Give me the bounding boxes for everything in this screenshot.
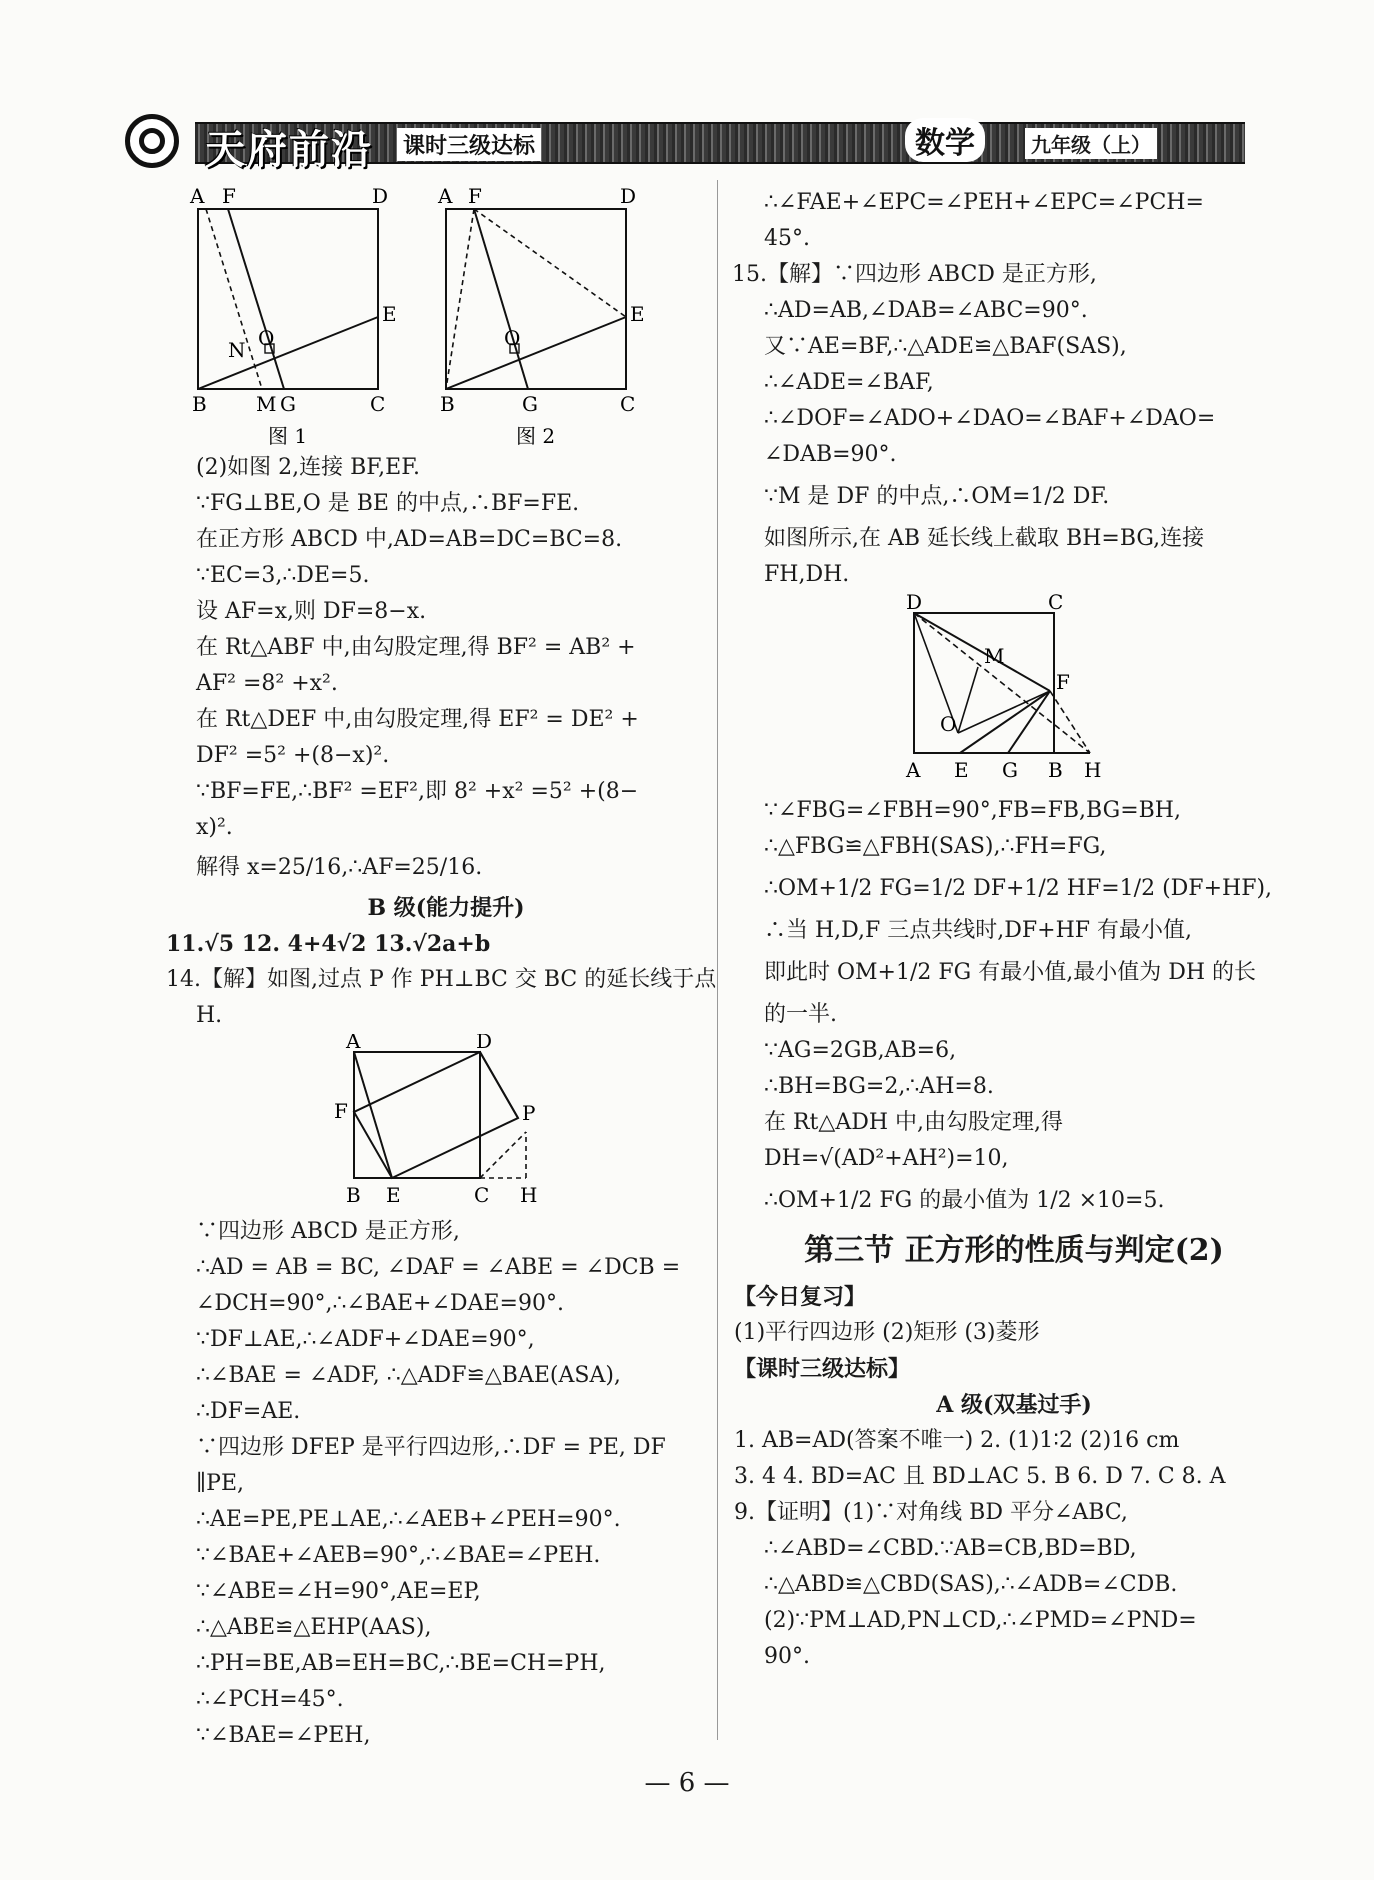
- fig14-label-d: D: [476, 1034, 493, 1053]
- text-line: x)².: [196, 815, 233, 840]
- text-line: H.: [196, 1003, 223, 1028]
- fig2-label-a: A: [438, 185, 453, 208]
- fig1-label-d: D: [372, 185, 389, 208]
- fig2-label-o: O: [504, 326, 521, 350]
- text-line: ∠DAB=90°.: [764, 442, 897, 467]
- fig1-label-o: O: [258, 326, 275, 350]
- text-line: ∵∠BAE=∠PEH,: [196, 1723, 371, 1748]
- fig14-label-b: B: [346, 1183, 361, 1207]
- text-line: 解得 x=25/16,∴AF=25/16.: [196, 855, 483, 880]
- text-line: ∵EC=3,∴DE=5.: [196, 563, 370, 588]
- figures-1-2: [176, 185, 676, 450]
- text-line: ∴OM+1/2 FG 的最小值为 1/2 ×10=5.: [764, 1188, 1165, 1213]
- fig2-label-e: E: [630, 302, 645, 326]
- fig15-label-b: B: [1048, 758, 1063, 782]
- fig15-label-d: D: [906, 593, 923, 614]
- fig2-label-f: F: [468, 185, 482, 208]
- text-line: ∥PE,: [196, 1471, 245, 1496]
- section-title: 第三节 正方形的性质与判定(2): [804, 1233, 1224, 1268]
- target-logo-icon: [125, 114, 179, 168]
- fig1-caption: 图 1: [268, 424, 308, 448]
- fig2-label-d: D: [620, 185, 637, 208]
- fig15-label-f: F: [1056, 670, 1070, 694]
- text-line: 14.【解】如图,过点 P 作 PH⊥BC 交 BC 的延长线于点: [166, 967, 717, 992]
- brand-title: 天府前沿: [205, 127, 373, 173]
- fig15-label-e: E: [954, 758, 969, 782]
- text-line: ∵∠FBG=∠FBH=90°,FB=FB,BG=BH,: [764, 798, 1181, 823]
- review-answers: (1)平行四边形 (2)矩形 (3)菱形: [734, 1320, 1040, 1345]
- fig1-label-f: F: [222, 185, 236, 208]
- fig1-label-c: C: [370, 392, 386, 416]
- fig1-label-g: G: [280, 392, 296, 416]
- fig15-label-g: G: [1002, 758, 1018, 782]
- fig15-label-a: A: [906, 758, 921, 782]
- fig2-caption: 图 2: [516, 424, 556, 448]
- text-line: AF² =8² +x².: [196, 671, 338, 696]
- fig14-label-f: F: [334, 1099, 348, 1123]
- fig14-label-p: P: [522, 1101, 536, 1125]
- text-line: ∴∠PCH=45°.: [196, 1687, 344, 1712]
- text-line: 又∵AE=BF,∴△ADE≌△BAF(SAS),: [764, 334, 1127, 359]
- text-line: ∴∠BAE = ∠ADF, ∴△ADF≌△BAE(ASA),: [196, 1363, 621, 1388]
- text-line: 90°.: [764, 1644, 810, 1669]
- text-line: ∵DF⊥AE,∴∠ADF+∠DAE=90°,: [196, 1327, 535, 1352]
- fig15-label-m: M: [984, 644, 1005, 668]
- left-column: [166, 185, 717, 1754]
- fig1-square: [198, 209, 378, 389]
- figure-problem-15: [764, 593, 1264, 793]
- fig15-label-o: O: [940, 712, 957, 736]
- text-line: ∴BH=BG=2,∴AH=8.: [764, 1074, 994, 1099]
- text-line: ∴DF=AE.: [196, 1399, 301, 1424]
- fig15-label-h: H: [1084, 758, 1102, 782]
- text-line: ∴AE=PE,PE⊥AE,∴∠AEB+∠PEH=90°.: [196, 1507, 621, 1532]
- text-line: ∴OM+1/2 FG=1/2 DF+1/2 HF=1/2 (DF+HF),: [764, 876, 1273, 901]
- text-line: ∠DCH=90°,∴∠BAE+∠DAE=90°.: [196, 1291, 564, 1316]
- review-heading: 【今日复习】: [734, 1284, 867, 1310]
- text-line: ∴当 H,D,F 三点共线时,DF+HF 有最小值,: [764, 918, 1193, 943]
- fig14-label-h: H: [520, 1183, 538, 1207]
- text-line: ∴∠DOF=∠ADO+∠DAO=∠BAF+∠DAO=: [764, 406, 1216, 431]
- text-line: ∴∠FAE+∠EPC=∠PEH+∠EPC=∠PCH=: [764, 190, 1204, 215]
- text-line: 在 Rt△ABF 中,由勾股定理,得 BF² = AB² +: [196, 635, 636, 660]
- text-line: ∴AD=AB,∠DAB=∠ABC=90°.: [764, 298, 1088, 323]
- text-line: (2)∵PM⊥AD,PN⊥CD,∴∠PMD=∠PND=: [764, 1608, 1197, 1633]
- fig1-label-a: A: [190, 185, 205, 208]
- text-line: ∴PH=BE,AB=EH=BC,∴BE=CH=PH,: [196, 1651, 606, 1676]
- fig1-label-b: B: [192, 392, 207, 416]
- subject-badge: 数学: [905, 118, 985, 162]
- text-line: ∴△FBG≌△FBH(SAS),∴FH=FG,: [764, 834, 1107, 859]
- text-line: ∴△ABE≌△EHP(AAS),: [196, 1615, 432, 1640]
- text-line: ∵∠BAE+∠AEB=90°,∴∠BAE=∠PEH.: [196, 1543, 601, 1568]
- fig1-label-m: M: [256, 392, 277, 416]
- fig14-label-e: E: [386, 1183, 401, 1207]
- text-line: 在 Rt△DEF 中,由勾股定理,得 EF² = DE² +: [196, 707, 639, 732]
- answer-line: 1. AB=AD(答案不唯一) 2. (1)1∶2 (2)16 cm: [734, 1428, 1180, 1453]
- text-line: 9.【证明】(1)∵对角线 BD 平分∠ABC,: [734, 1500, 1128, 1525]
- text-line: ∴∠ABD=∠CBD.∵AB=CB,BD=BD,: [764, 1536, 1137, 1561]
- text-line: DF² =5² +(8−x)².: [196, 743, 390, 768]
- text-line: ∵FG⊥BE,O 是 BE 的中点,∴BF=FE.: [196, 491, 580, 516]
- right-column: [732, 185, 1273, 1675]
- text-line: 即此时 OM+1/2 FG 有最小值,最小值为 DH 的长: [764, 960, 1257, 985]
- fig2-label-g: G: [522, 392, 538, 416]
- fig2-label-b: B: [440, 392, 455, 416]
- fig1-label-e: E: [382, 302, 397, 326]
- page-number: — 6 —: [644, 1768, 730, 1798]
- text-line: 如图所示,在 AB 延长线上截取 BH=BG,连接: [764, 526, 1205, 551]
- text-line: ∵M 是 DF 的中点,∴OM=1/2 DF.: [764, 484, 1110, 509]
- fig2-label-c: C: [620, 392, 636, 416]
- text-line: ∴△ABD≌△CBD(SAS),∴∠ADB=∠CDB.: [764, 1572, 1178, 1597]
- fig1-label-n: N: [228, 338, 246, 362]
- text-line: DH=√(AD²+AH²)=10,: [764, 1146, 1009, 1171]
- text-line: ∵BF=FE,∴BF² =EF²,即 8² +x² =5² +(8−: [196, 779, 639, 804]
- text-line: 在 Rt△ADH 中,由勾股定理,得: [764, 1110, 1064, 1135]
- fig14-label-c: C: [474, 1183, 490, 1207]
- text-line: ∴AD = AB = BC, ∠DAF = ∠ABE = ∠DCB =: [196, 1255, 681, 1280]
- page-header: [125, 112, 1245, 173]
- header-subtitle: 课时三级达标: [397, 128, 541, 161]
- text-line: ∵∠ABE=∠H=90°,AE=EP,: [196, 1579, 481, 1604]
- grade-badge: 九年级（上）: [1025, 128, 1157, 159]
- text-line: 45°.: [764, 226, 810, 251]
- text-line: 设 AF=x,则 DF=8−x.: [196, 599, 427, 624]
- text-line: 在正方形 ABCD 中,AD=AB=DC=BC=8.: [196, 527, 623, 552]
- three-level-heading: 【课时三级达标】: [734, 1356, 911, 1382]
- fig15-label-c: C: [1048, 593, 1064, 614]
- level-a-heading: A 级(双基过手): [936, 1392, 1092, 1418]
- text-line: 15.【解】∵四边形 ABCD 是正方形,: [732, 262, 1097, 287]
- text-line: ∵AG=2GB,AB=6,: [764, 1038, 957, 1063]
- fig14-label-a: A: [346, 1034, 361, 1053]
- text-line: (2)如图 2,连接 BF,EF.: [196, 455, 421, 480]
- text-line: FH,DH.: [764, 562, 850, 587]
- text-line: 的一半.: [764, 1002, 837, 1027]
- text-line: ∵四边形 DFEP 是平行四边形,∴DF = PE, DF: [196, 1435, 666, 1460]
- fig2-square: [446, 209, 626, 389]
- text-line: ∴∠ADE=∠BAF,: [764, 370, 934, 395]
- answer-line: 3. 4 4. BD=AC 且 BD⊥AC 5. B 6. D 7. C 8. A: [734, 1464, 1226, 1489]
- text-line: ∵四边形 ABCD 是正方形,: [196, 1219, 460, 1244]
- column-divider: [717, 180, 718, 1740]
- answer-line: 11.√5 12. 4+4√2 13.√2a+b: [166, 931, 491, 957]
- level-b-heading: B 级(能力提升): [367, 895, 525, 921]
- figure-problem-14: [196, 1034, 696, 1214]
